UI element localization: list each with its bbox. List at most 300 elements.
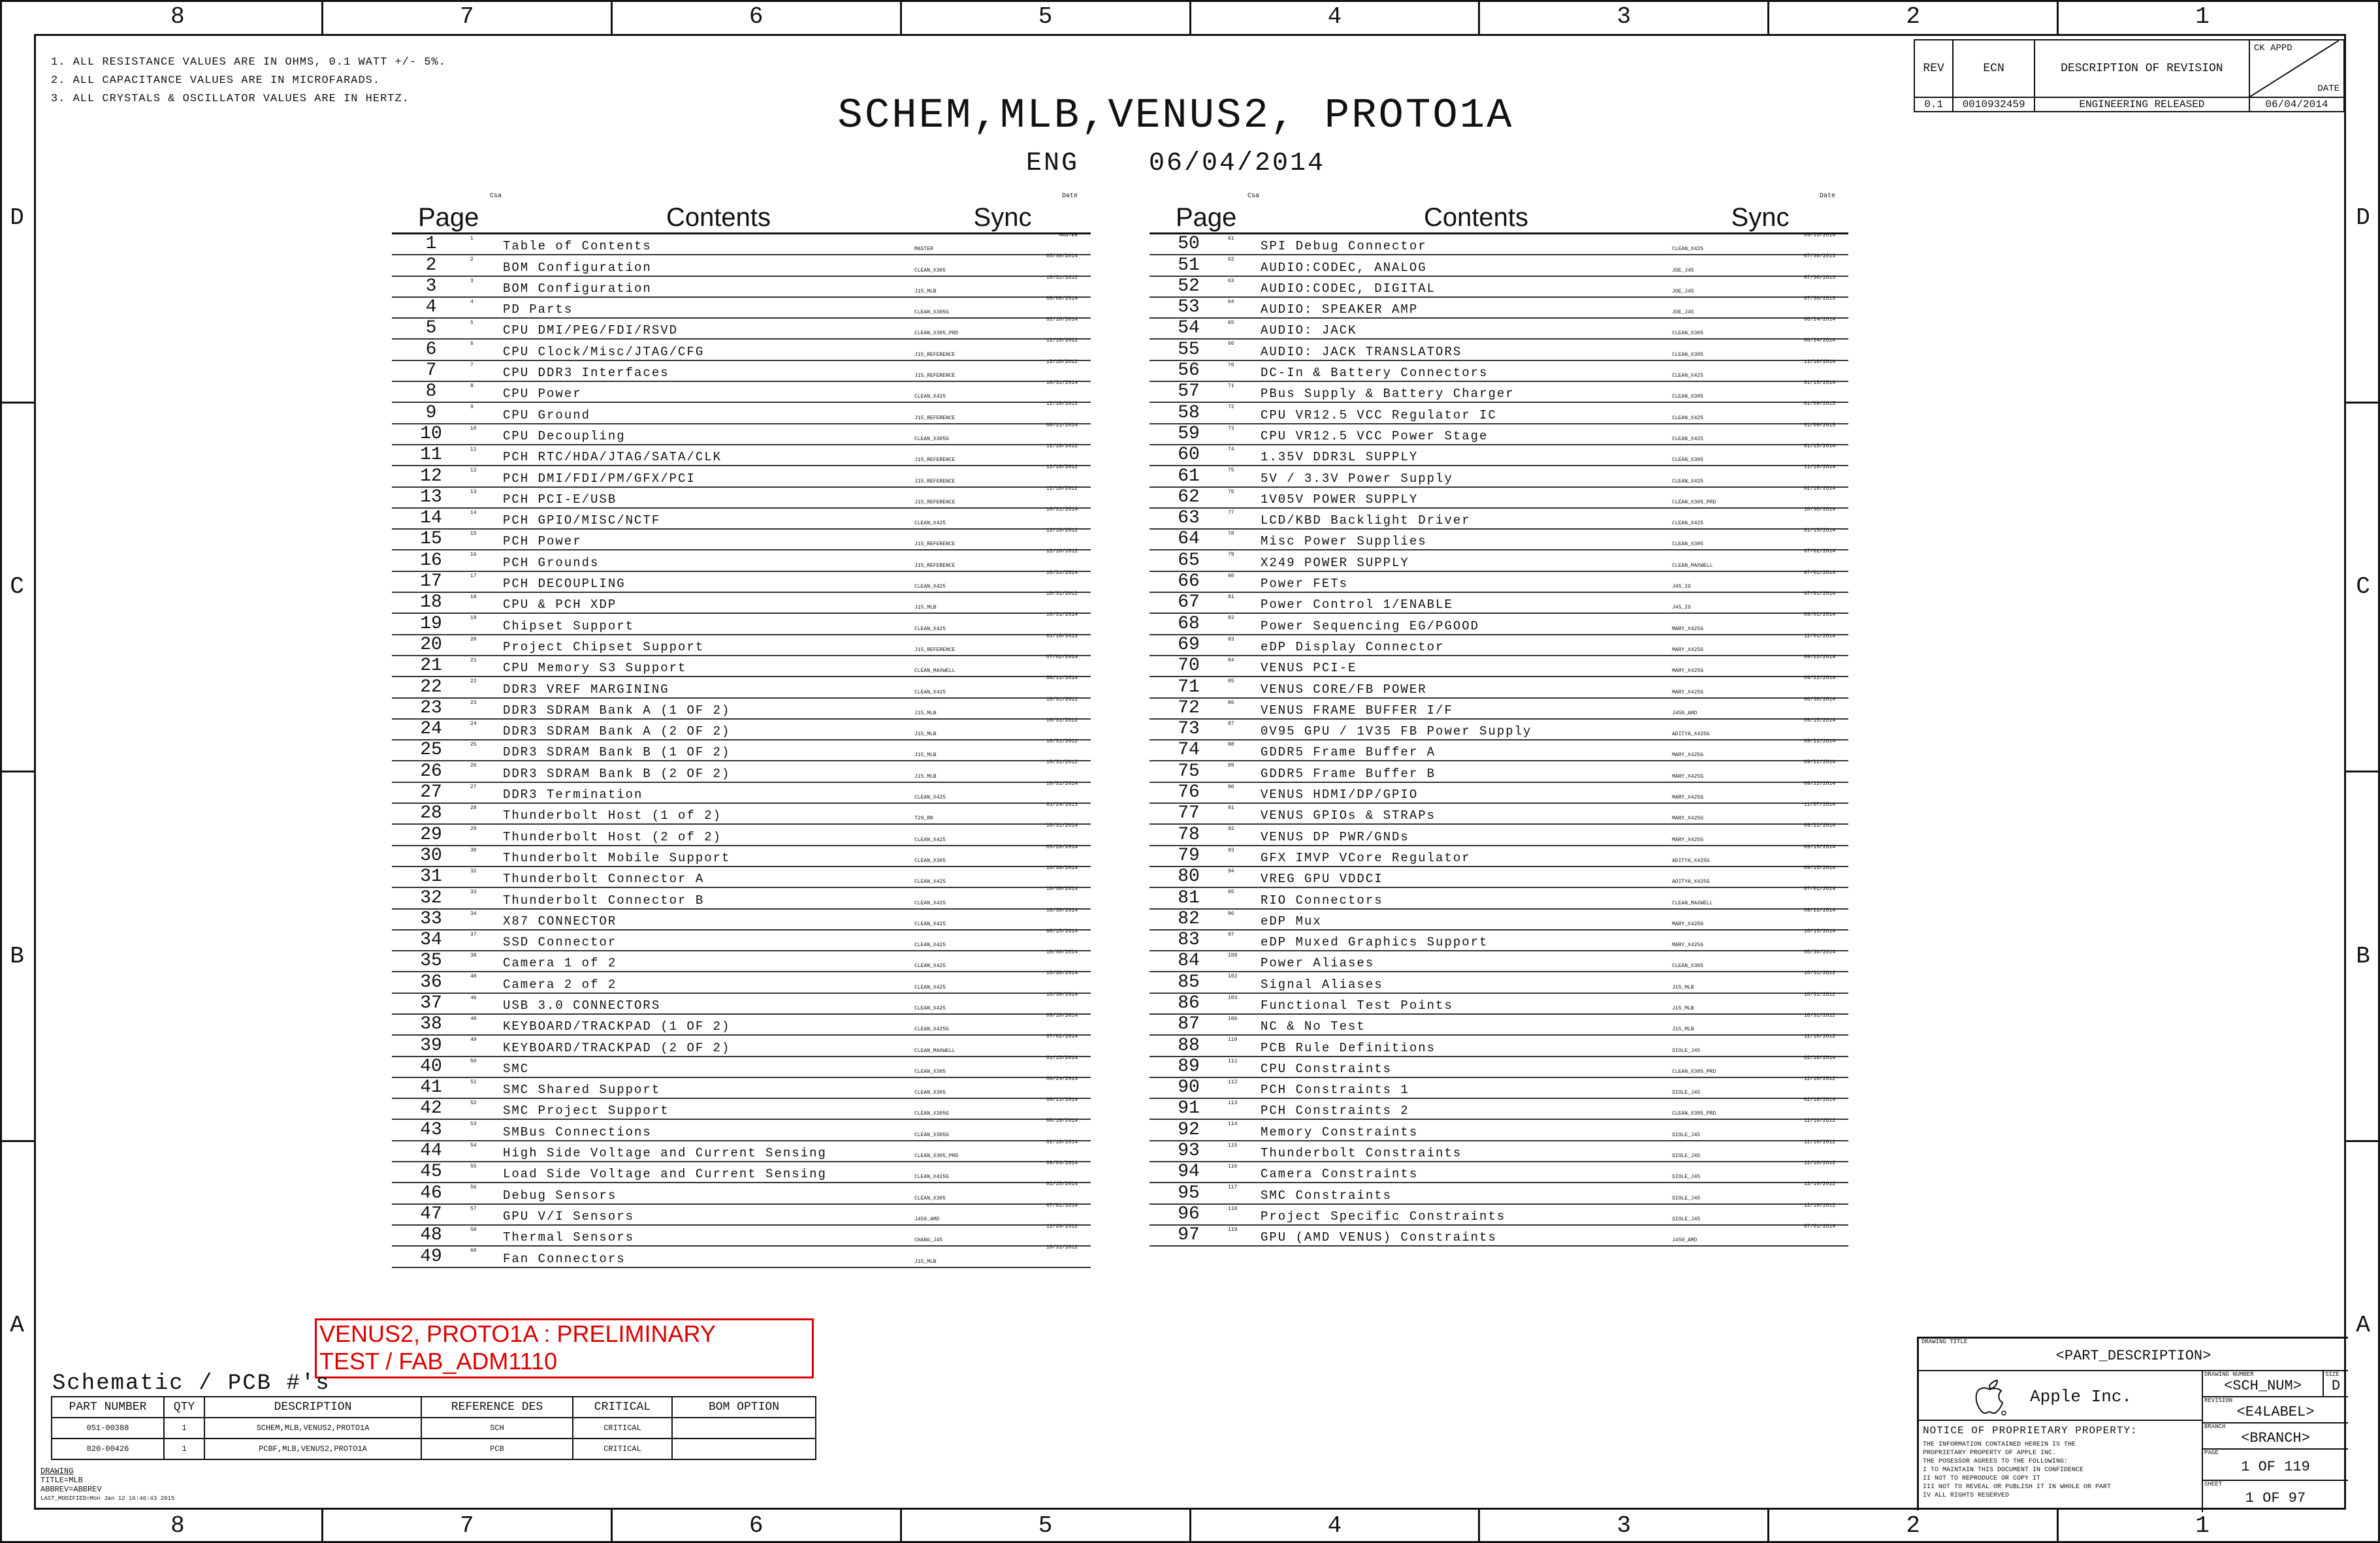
toc-csa-number: 17 bbox=[470, 573, 477, 579]
toc-sync: MARY_X425G bbox=[1672, 646, 1704, 653]
toc-page-number: 19 bbox=[420, 613, 442, 634]
toc-sync: CLEAN_X425 bbox=[1672, 415, 1704, 421]
toc-sync: CLEAN_X305_PRD bbox=[1672, 1111, 1716, 1117]
bom-header: REFERENCE DES bbox=[421, 1397, 573, 1418]
toc-row bbox=[392, 888, 1091, 909]
drawing-label: DRAWING bbox=[40, 1467, 74, 1476]
toc-contents: Thunderbolt Host (1 of 2) bbox=[503, 808, 722, 823]
toc-date: 10/31/2012 bbox=[1046, 717, 1078, 724]
toc-csa-number: 50 bbox=[470, 1058, 477, 1064]
zone-row: A bbox=[2346, 1140, 2380, 1510]
toc-header-page bbox=[392, 193, 523, 232]
toc-row bbox=[392, 1120, 1091, 1141]
toc-row bbox=[392, 846, 1091, 867]
toc-contents: BOM Configuration bbox=[503, 260, 652, 275]
toc-row bbox=[392, 1223, 1091, 1247]
toc-sync: CLEAN_X305_PRD bbox=[1672, 499, 1716, 505]
zone-columns-top bbox=[34, 0, 2346, 34]
toc-contents: PCB Rule Definitions bbox=[1261, 1040, 1436, 1055]
bom-header: QTY bbox=[164, 1397, 204, 1418]
drawing-number-label: DRAWING NUMBER bbox=[2204, 1371, 2254, 1378]
toc-date: 10/31/2012 bbox=[1046, 739, 1078, 745]
toc-contents: LCD/KBD Backlight Driver bbox=[1261, 513, 1471, 528]
toc-sync: CLEAN_X305_PRD bbox=[914, 330, 959, 337]
toc-sync: MARY_X425G bbox=[1672, 836, 1704, 843]
toc-date: 07/01/2014 bbox=[1803, 886, 1835, 893]
toc-sync: CLEAN_X425 bbox=[914, 942, 946, 949]
toc-row bbox=[1150, 846, 1848, 867]
toc-csa-number: 73 bbox=[1228, 425, 1234, 432]
toc-page-number: 29 bbox=[420, 824, 442, 845]
toc-row bbox=[1150, 358, 1848, 382]
toc-date: 11/18/2014 bbox=[1803, 358, 1835, 365]
toc-contents: eDP Muxed Graphics Support bbox=[1261, 935, 1488, 950]
toc-date: 01/15/2014 bbox=[1046, 1181, 1078, 1188]
zone-rows-right bbox=[2346, 34, 2380, 1509]
toc-contents: GPU (AMD VENUS) Constraints bbox=[1261, 1230, 1497, 1245]
toc-page-number: 93 bbox=[1178, 1141, 1200, 1162]
rev-header: REV bbox=[1914, 40, 1953, 97]
toc-page-number: 89 bbox=[1178, 1056, 1200, 1077]
toc-contents: SMC Constraints bbox=[1261, 1188, 1392, 1203]
toc-date: 10/31/2012 bbox=[1803, 1012, 1835, 1019]
notice-line: IV ALL RIGHTS RESERVED bbox=[1923, 1492, 2010, 1499]
toc-page-number: 92 bbox=[1178, 1119, 1200, 1140]
zone-row: D bbox=[10, 204, 24, 231]
bom-row bbox=[52, 1418, 816, 1439]
toc-date: 09/22/2014 bbox=[1803, 780, 1835, 787]
notice-line: I TO MAINTAIN THIS DOCUMENT IN CONFIDENCE bbox=[1923, 1467, 2084, 1474]
toc-sync: J450_AMD bbox=[914, 1216, 940, 1222]
toc-contents: PCH Constraints 1 bbox=[1261, 1083, 1409, 1098]
toc-csa-number: 112 bbox=[1228, 1079, 1238, 1085]
toc-row bbox=[392, 825, 1091, 846]
toc-date: MASTER bbox=[1059, 232, 1078, 238]
toc-sync: SIOLE_J45 bbox=[1672, 1195, 1701, 1201]
toc-page-number: 22 bbox=[420, 676, 442, 697]
toc-date: 10/30/2014 bbox=[1046, 970, 1078, 977]
toc-sync: MARY_X425G bbox=[1672, 816, 1704, 822]
sync-label: Sync bbox=[1731, 203, 1790, 232]
toc-row bbox=[1150, 1202, 1848, 1226]
toc-page-number: 8 bbox=[425, 381, 437, 402]
toc-date: 12/18/2012 bbox=[1046, 338, 1078, 344]
toc-sync: CLEAN_X425 bbox=[914, 1005, 946, 1011]
toc-csa-number: 34 bbox=[470, 910, 477, 917]
toc-sync: CLEAN_X425 bbox=[1672, 478, 1704, 485]
toc-row bbox=[392, 1075, 1091, 1099]
preliminary-line: VENUS2, PROTO1A : PRELIMINARY bbox=[319, 1320, 716, 1347]
toc-row bbox=[392, 1183, 1091, 1204]
toc-page-number: 32 bbox=[420, 887, 442, 908]
toc-page-number: 45 bbox=[420, 1162, 442, 1183]
toc-row bbox=[392, 907, 1091, 931]
toc-sync: MARY_X425G bbox=[1672, 752, 1704, 759]
toc-page-number: 6 bbox=[425, 339, 437, 360]
toc-row bbox=[1150, 530, 1848, 550]
toc-page-number: 20 bbox=[420, 634, 442, 655]
toc-page-number: 5 bbox=[425, 318, 437, 339]
zone-row: B bbox=[0, 771, 34, 1140]
toc-csa-number: 84 bbox=[1228, 657, 1234, 663]
toc-csa-number: 29 bbox=[470, 826, 477, 833]
toc-row bbox=[1150, 740, 1848, 761]
toc-row bbox=[1150, 1099, 1848, 1120]
toc-sync: J15_MLB bbox=[1672, 1005, 1694, 1011]
bom-row bbox=[52, 1439, 816, 1459]
toc-sync: MARY_X425G bbox=[1672, 795, 1704, 801]
toc-contents: BOM Configuration bbox=[503, 281, 652, 296]
toc-page-number: 15 bbox=[420, 529, 442, 550]
toc-sync: ADITYA_X425G bbox=[1672, 857, 1710, 864]
toc-contents: AUDIO: SPEAKER AMP bbox=[1261, 302, 1419, 317]
toc-csa-number: 87 bbox=[1228, 720, 1234, 727]
zone-columns-bottom bbox=[34, 1509, 2346, 1543]
zone-col: 3 bbox=[1478, 0, 1767, 34]
toc-date: 01/15/2014 bbox=[1046, 1055, 1078, 1061]
toc-row bbox=[1150, 466, 1848, 487]
toc-contents: CPU VR12.5 VCC Power Stage bbox=[1261, 428, 1488, 443]
toc-contents: Signal Aliases bbox=[1261, 977, 1383, 992]
toc-contents: Thunderbolt Connector A bbox=[503, 872, 705, 887]
toc-csa-number: 9 bbox=[470, 404, 474, 411]
toc-csa-number: 52 bbox=[470, 1100, 477, 1107]
toc-row bbox=[392, 1202, 1091, 1226]
toc-csa-number: 21 bbox=[470, 657, 477, 663]
zone-col: 1 bbox=[2057, 0, 2346, 34]
size-value: D bbox=[2331, 1378, 2341, 1394]
toc-csa-number: 5 bbox=[470, 320, 474, 326]
toc-page-number: 33 bbox=[420, 908, 442, 929]
toc-sync: CLEAN_X425 bbox=[1672, 520, 1704, 527]
toc-contents: X249 POWER SUPPLY bbox=[1261, 555, 1409, 570]
toc-row bbox=[1150, 1075, 1848, 1099]
toc-date: 10/31/2014 bbox=[1046, 823, 1078, 829]
toc-contents: SMC Shared Support bbox=[503, 1083, 661, 1098]
toc-contents: 1.35V DDR3L SUPPLY bbox=[1261, 450, 1419, 465]
toc-page-number: 71 bbox=[1178, 676, 1200, 697]
zone-row: B bbox=[2346, 771, 2380, 1140]
toc-row bbox=[392, 1036, 1091, 1057]
page-label: Page bbox=[1176, 203, 1237, 232]
bom-cell: CRITICAL bbox=[573, 1439, 672, 1459]
toc-row bbox=[392, 445, 1091, 466]
toc-date: 10/31/2014 bbox=[1046, 380, 1078, 387]
toc-row bbox=[392, 466, 1091, 487]
sheet-count: 1 OF 97 bbox=[2245, 1490, 2306, 1506]
toc-row bbox=[392, 295, 1091, 319]
ck-appd-label: CK APPD bbox=[2253, 43, 2292, 54]
toc-row bbox=[392, 319, 1091, 340]
toc-date: 10/31/2012 bbox=[1046, 274, 1078, 281]
toc-csa-number: 54 bbox=[470, 1142, 477, 1149]
toc-page-number: 82 bbox=[1178, 908, 1200, 929]
toc-row bbox=[392, 991, 1091, 1015]
toc-contents: 1V05V POWER SUPPLY bbox=[1261, 492, 1419, 507]
toc-sync: MARY_X425G bbox=[1672, 668, 1704, 675]
toc-page-number: 62 bbox=[1178, 486, 1200, 507]
toc-page-number: 59 bbox=[1178, 423, 1200, 444]
toc-sync: J450_AMD bbox=[1672, 710, 1697, 716]
toc-csa-number: 103 bbox=[1228, 994, 1238, 1001]
preliminary-line: TEST / FAB_ADM1110 bbox=[319, 1348, 558, 1375]
toc-date: 10/30/2014 bbox=[1046, 886, 1078, 893]
zone-col: 4 bbox=[1189, 1509, 1479, 1543]
toc-date: 02/18/2014 bbox=[1803, 485, 1835, 492]
toc-date: 02/18/2014 bbox=[1046, 1139, 1078, 1145]
toc-row bbox=[392, 274, 1091, 298]
toc-contents: VENUS DP PWR/GNDs bbox=[1261, 829, 1409, 844]
zone-col: 1 bbox=[2057, 1509, 2346, 1543]
toc-row bbox=[392, 569, 1091, 593]
toc-contents: Debug Sensors bbox=[503, 1188, 617, 1203]
toc-row bbox=[392, 780, 1091, 804]
toc-row bbox=[1150, 424, 1848, 445]
toc-contents: Power Aliases bbox=[1261, 956, 1375, 971]
toc-row bbox=[1150, 991, 1848, 1015]
toc-page-number: 70 bbox=[1178, 656, 1200, 676]
toc-row bbox=[392, 1012, 1091, 1036]
rev-value: 0.1 bbox=[1914, 97, 1953, 112]
toc-row bbox=[1150, 485, 1848, 509]
toc-page-number: 12 bbox=[420, 466, 442, 486]
toc-contents: DC-In & Battery Connectors bbox=[1261, 366, 1488, 381]
toc-date: 10/30/2014 bbox=[1046, 949, 1078, 956]
toc-csa-number: 92 bbox=[1228, 826, 1234, 833]
toc-page-number: 79 bbox=[1178, 845, 1200, 866]
toc-date: 08/11/2014 bbox=[1046, 422, 1078, 428]
toc-row bbox=[1150, 340, 1848, 360]
toc-contents: Table of Contents bbox=[503, 239, 652, 254]
zone-row: A bbox=[0, 1140, 34, 1510]
toc-header-contents: Contents bbox=[1423, 203, 1529, 232]
toc-date: 06/24/2014 bbox=[1803, 338, 1835, 344]
toc-page-number: 65 bbox=[1178, 550, 1200, 571]
toc-row bbox=[1150, 382, 1848, 403]
toc-sync: CLEAN_X425G bbox=[914, 1026, 949, 1033]
toc-header-sync bbox=[914, 193, 1091, 232]
toc-contents: Power FETs bbox=[1261, 577, 1349, 592]
revision-block bbox=[1914, 39, 2345, 111]
toc-row bbox=[1150, 569, 1848, 593]
toc-contents: CPU Clock/Misc/JTAG/CFG bbox=[503, 344, 705, 359]
toc-date: 07/30/2013 bbox=[1803, 295, 1835, 302]
toc-page-number: 31 bbox=[420, 867, 442, 887]
ck-appd-date-header bbox=[2249, 40, 2344, 97]
toc-csa-number: 78 bbox=[1228, 531, 1234, 537]
sheet-label: SHEET bbox=[2204, 1481, 2223, 1487]
toc-row bbox=[1150, 635, 1848, 656]
toc-row bbox=[392, 485, 1091, 509]
bom-cell bbox=[672, 1418, 816, 1439]
toc-csa-number: 71 bbox=[1228, 383, 1234, 390]
toc-row bbox=[392, 424, 1091, 445]
toc-row bbox=[392, 696, 1091, 720]
toc-csa-number: 6 bbox=[470, 341, 474, 347]
toc-csa-number: 57 bbox=[470, 1205, 477, 1212]
drawing-title-note: TITLE=MLB bbox=[40, 1476, 83, 1485]
toc-row bbox=[1150, 867, 1848, 888]
bom-cell: 051-00388 bbox=[52, 1418, 164, 1439]
toc-contents: Chipset Support bbox=[503, 618, 635, 633]
toc-date: 09/22/2014 bbox=[1803, 759, 1835, 766]
zone-col: 8 bbox=[170, 1512, 185, 1539]
toc-row bbox=[1150, 614, 1848, 635]
toc-date: 10/31/2014 bbox=[1046, 780, 1078, 787]
toc-page-number: 76 bbox=[1178, 782, 1200, 803]
toc-sync: SIOLE_J45 bbox=[1672, 1132, 1701, 1138]
toc-sync: CLEAN_X425 bbox=[914, 584, 946, 590]
toc-contents: X87 CONNECTOR bbox=[503, 914, 617, 929]
notice-line: III NOT TO REVEAL OR PUBLISH IT IN WHOLE OR PART bbox=[1923, 1484, 2112, 1491]
toc-row bbox=[392, 717, 1091, 740]
toc-page-number: 84 bbox=[1178, 951, 1200, 972]
toc-sync: J15_REFERENCE bbox=[914, 478, 956, 485]
toc-csa-number: 76 bbox=[1228, 488, 1234, 495]
toc-date: 08/19/2014 bbox=[1046, 1118, 1078, 1124]
toc-csa-number: 82 bbox=[1228, 615, 1234, 622]
toc-row bbox=[1150, 972, 1848, 993]
toc-row bbox=[392, 1057, 1091, 1078]
toc-sync: J15_REFERENCE bbox=[914, 373, 956, 379]
toc-csa-number: 25 bbox=[470, 742, 477, 748]
toc-row bbox=[1150, 274, 1848, 298]
branch-cell bbox=[2203, 1424, 2348, 1450]
toc-contents: Thunderbolt Connector B bbox=[503, 893, 705, 908]
toc-csa-number: 117 bbox=[1228, 1185, 1238, 1191]
toc-csa-number: 49 bbox=[470, 1037, 477, 1043]
toc-sync: J15_REFERENCE bbox=[914, 646, 956, 653]
toc-contents: Functional Test Points bbox=[1261, 998, 1453, 1013]
toc-sync: J15_MLB bbox=[914, 731, 937, 738]
zone-row: D bbox=[2356, 204, 2370, 231]
toc-sync: J45_IG bbox=[1672, 584, 1691, 590]
toc-contents: VENUS FRAME BUFFER I/F bbox=[1261, 703, 1453, 718]
toc-row bbox=[1150, 951, 1848, 972]
toc-sync: CLEAN_X425 bbox=[914, 689, 946, 695]
toc-row bbox=[1150, 907, 1848, 931]
toc-date: 12/18/2012 bbox=[1046, 401, 1078, 407]
toc-contents: CPU VR12.5 VCC Regulator IC bbox=[1261, 407, 1497, 422]
toc-contents: eDP Display Connector bbox=[1261, 639, 1445, 654]
toc-contents: VENUS GPIOs & STRAPs bbox=[1261, 808, 1436, 823]
toc-contents: GDDR5 Frame Buffer B bbox=[1261, 766, 1436, 781]
note-line: 1. ALL RESISTANCE VALUES ARE IN OHMS, 0.1 WATT +/- 5%. bbox=[51, 56, 446, 69]
toc-csa-number: 53 bbox=[470, 1121, 477, 1128]
zone-col: 4 bbox=[1189, 0, 1479, 34]
toc-date: 05/28/2014 bbox=[1046, 844, 1078, 850]
toc-page-number: 2 bbox=[425, 255, 437, 276]
toc-sync: CLEAN_X425 bbox=[1672, 436, 1704, 442]
toc-date: 01/15/2014 bbox=[1803, 380, 1835, 387]
toc-csa-number: 63 bbox=[1228, 278, 1234, 284]
page-title: SCHEM,MLB,VENUS2, PROTO1A bbox=[837, 93, 1514, 140]
toc-sync: CLEAN_X425 bbox=[914, 900, 946, 906]
toc-sync: CLEAN_X305G bbox=[914, 1111, 949, 1117]
drawing-notes bbox=[40, 1467, 174, 1503]
toc-header bbox=[1150, 193, 1848, 234]
toc-row bbox=[1150, 656, 1848, 677]
toc-csa-number: 90 bbox=[1228, 784, 1234, 790]
toc-row bbox=[1150, 677, 1848, 698]
toc-page-number: 34 bbox=[420, 930, 442, 951]
toc-row bbox=[1150, 1183, 1848, 1204]
toc-row bbox=[1150, 804, 1848, 825]
toc-page-number: 80 bbox=[1178, 867, 1200, 887]
toc-date: 10/31/2012 bbox=[1803, 970, 1835, 977]
toc-contents: AUDIO: JACK bbox=[1261, 323, 1357, 338]
toc-page-number: 52 bbox=[1178, 276, 1200, 296]
toc-date: 02/18/2014 bbox=[1803, 1097, 1835, 1104]
toc-row bbox=[392, 358, 1091, 382]
toc-page-number: 28 bbox=[420, 803, 442, 824]
toc-date: 10/31/2012 bbox=[1046, 759, 1078, 766]
toc-contents: PCH GPIO/MISC/NCTF bbox=[503, 513, 661, 528]
toc-csa-number: 64 bbox=[1228, 298, 1234, 305]
toc-page-number: 10 bbox=[420, 423, 442, 444]
toc-page-number: 85 bbox=[1178, 972, 1200, 993]
toc-date: 07/30/2013 bbox=[1803, 274, 1835, 281]
toc-row bbox=[392, 972, 1091, 993]
toc-contents: CPU DDR3 Interfaces bbox=[503, 366, 669, 381]
toc-csa-number: 100 bbox=[1228, 953, 1238, 959]
toc-contents: eDP Mux bbox=[1261, 914, 1322, 929]
zone-col: 5 bbox=[900, 1509, 1189, 1543]
toc-header-contents: Contents bbox=[666, 203, 771, 232]
toc-sync: CLEAN_X305 bbox=[1672, 351, 1704, 358]
ecn-header: ECN bbox=[1953, 40, 2034, 97]
toc-row bbox=[1150, 445, 1848, 466]
toc-date: 10/31/2012 bbox=[1046, 1245, 1078, 1251]
toc-sync: CLEAN_X425 bbox=[914, 394, 946, 400]
revision-cell bbox=[2203, 1397, 2348, 1424]
toc-page-number: 42 bbox=[420, 1098, 442, 1119]
toc-csa-number: 74 bbox=[1228, 446, 1234, 453]
toc-contents: KEYBOARD/TRACKPAD (1 OF 2) bbox=[503, 1019, 731, 1034]
toc-sync: JOE_J45 bbox=[1672, 267, 1694, 274]
release-date: 06/04/2014 bbox=[1148, 149, 1326, 178]
toc-page-number: 87 bbox=[1178, 1014, 1200, 1035]
toc-sync: SIOLE_J45 bbox=[1672, 1174, 1701, 1181]
toc-date: 05/30/2014 bbox=[1046, 253, 1078, 260]
toc-csa-number: 32 bbox=[470, 868, 477, 874]
toc-page-number: 17 bbox=[420, 571, 442, 592]
size-label: SIZE bbox=[2325, 1371, 2340, 1378]
toc-csa-number: 66 bbox=[1228, 341, 1234, 347]
last-modified: LAST_MODIFIED=Mon Jan 12 16:46:43 2015 bbox=[40, 1495, 175, 1502]
toc-sync: CLEAN_X425 bbox=[1672, 373, 1704, 379]
toc-csa-number: 94 bbox=[1228, 868, 1234, 874]
toc-page-number: 18 bbox=[420, 592, 442, 613]
toc-csa-number: 48 bbox=[470, 1015, 477, 1022]
toc-page-number: 66 bbox=[1178, 571, 1200, 592]
toc-date: 12/18/2012 bbox=[1046, 358, 1078, 365]
toc-date: 10/31/2012 bbox=[1803, 991, 1835, 998]
toc-csa-number: 85 bbox=[1228, 678, 1234, 685]
toc-csa-number: 13 bbox=[470, 488, 477, 495]
toc-contents: Camera 2 of 2 bbox=[503, 977, 617, 992]
toc-sync: J15_MLB bbox=[914, 710, 937, 716]
toc-row bbox=[392, 804, 1091, 825]
toc-page-number: 48 bbox=[420, 1225, 442, 1246]
toc-date: 10/30/2014 bbox=[1046, 991, 1078, 998]
toc-row bbox=[392, 550, 1091, 571]
toc-csa-number: 2 bbox=[470, 257, 474, 263]
toc-row bbox=[392, 740, 1091, 761]
toc-row bbox=[1150, 295, 1848, 319]
toc-csa-number: 37 bbox=[470, 931, 477, 938]
toc-contents: CPU & PCH XDP bbox=[503, 597, 617, 612]
